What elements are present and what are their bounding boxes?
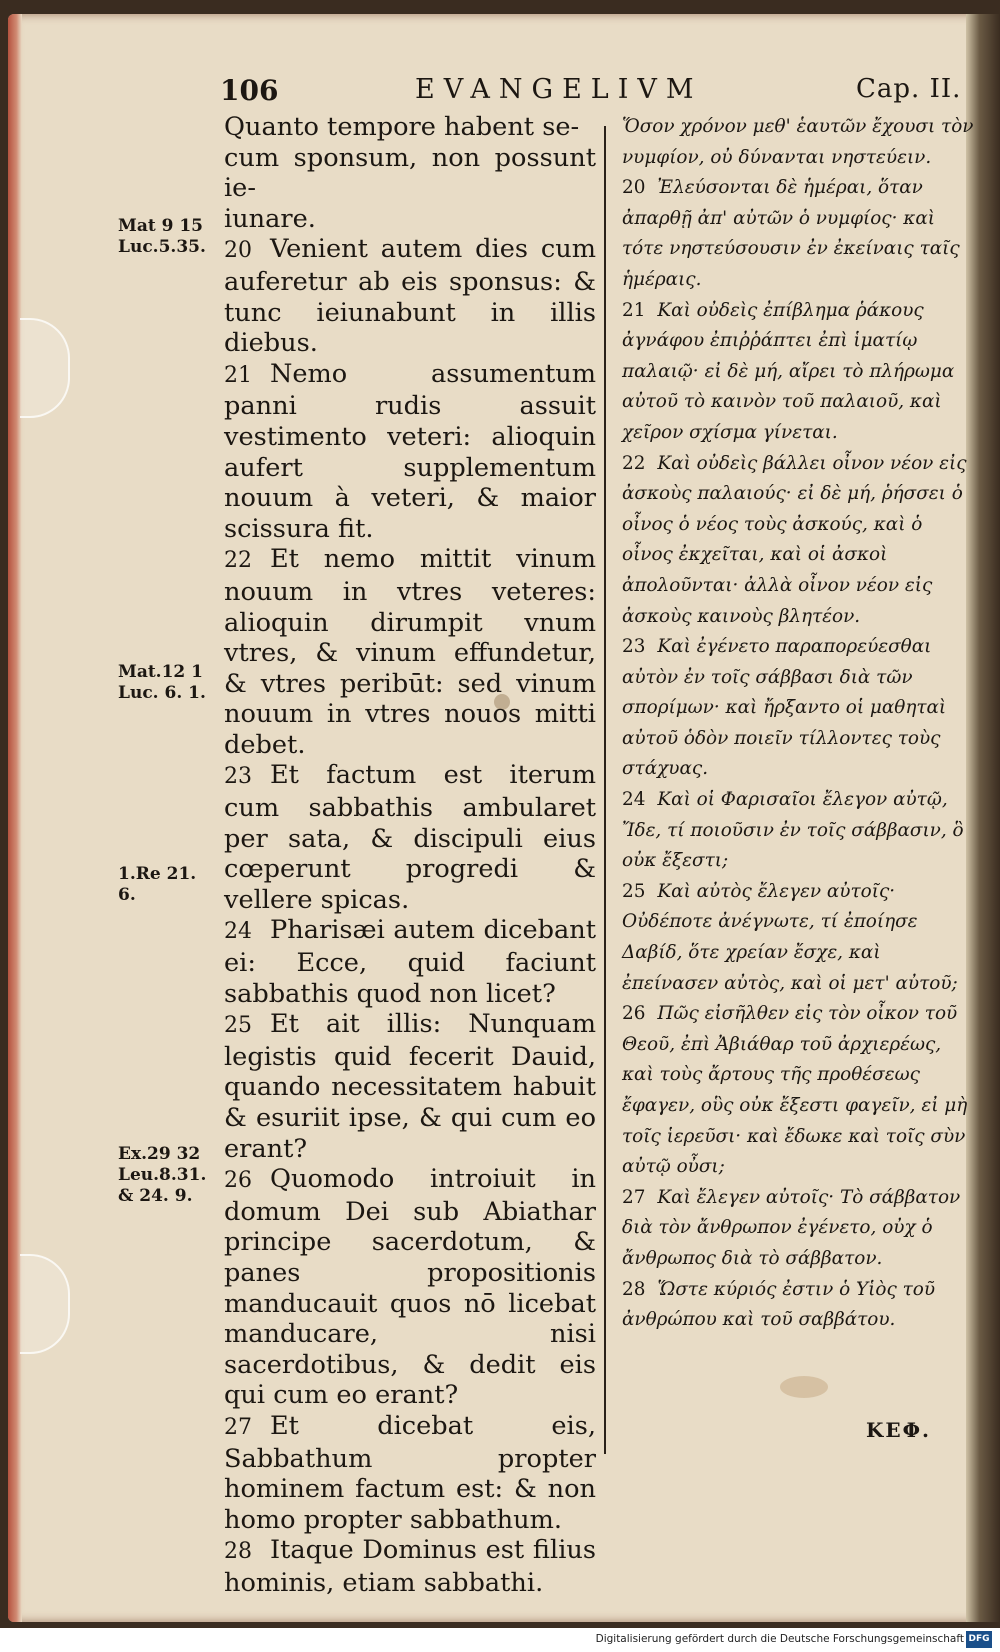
latin-line: cum sponsum, non possunt ie- bbox=[224, 142, 596, 204]
margin-reference: 1.Re 21. 6. bbox=[118, 864, 197, 905]
verse-number: 23 bbox=[224, 764, 252, 790]
verse-number: 27 bbox=[224, 1414, 252, 1440]
latin-verse: 20 Venient autem dies cum auferetur ab eis sponsus: & tunc ieiunabunt in illis diebus. bbox=[224, 234, 596, 359]
greek-column bbox=[622, 112, 976, 1336]
latin-verse: 23 Et factum est iterum cum sabbathis ambularet per sata, & discipuli eius cœperunt progredi & vellere spicas. bbox=[224, 760, 596, 915]
margin-reference: Mat 9 15 Luc.5.35. bbox=[118, 216, 206, 257]
latin-verse: 26 Quomodo introiuit in domum Dei sub Abiathar principe sacerdotum, & panes propositionis manducauit quos nō licebat manducare, nisi sacerdotibus, & dedit eis qui cum eo erant? bbox=[224, 1164, 596, 1411]
latin-verse: 27 Et dicebat eis, Sabbathum propter hominem factum est: & non homo propter sabbathum. bbox=[224, 1410, 596, 1535]
column-divider bbox=[604, 126, 606, 1454]
verse-number: 20 bbox=[622, 177, 646, 199]
greek-verse: 23 Καὶ ἐγένετο παραπορεύεσθαι αὐτὸν ἐν τοῖς σάββασι διὰ τῶν σπορίμων· καὶ ἤρξαντο οἱ μαθηταὶ αὐτοῦ ὁδὸν ποιεῖν τίλλοντες τοὺς στάχυας. bbox=[622, 636, 947, 780]
page-red-edge bbox=[8, 14, 22, 1622]
catchword: ΚΕΦ. bbox=[866, 1418, 932, 1442]
verse-number: 20 bbox=[224, 238, 252, 264]
digitization-credit[interactable]: Digitalisierung gefördert durch die Deutsche Forschungsgemeinschaft bbox=[595, 1633, 964, 1645]
chapter-heading: Cap. II. bbox=[856, 74, 962, 104]
verse-number: 21 bbox=[622, 299, 646, 321]
verse-number: 22 bbox=[622, 452, 646, 474]
verse-number: 27 bbox=[622, 1186, 646, 1208]
latin-column bbox=[224, 112, 596, 1599]
margin-reference: Ex.29 32 Leu.8.31. & 24. 9. bbox=[118, 1144, 207, 1206]
latin-verse: 21 Nemo assumentum panni rudis assuit vestimento veteri: alioquin aufert supplementum nouum à veteri, & maior scissura fit. bbox=[224, 358, 596, 544]
verse-number: 24 bbox=[622, 789, 646, 811]
page-number: 106 bbox=[220, 74, 279, 107]
verse-number: 22 bbox=[224, 548, 252, 574]
verse-number: 23 bbox=[622, 636, 646, 658]
latin-line: iunare. bbox=[224, 203, 316, 234]
latin-verse: 28 Itaque Dominus est filius hominis, etiam sabbathi. bbox=[224, 1535, 596, 1598]
latin-verse: 24 Pharisæi autem dicebant ei: Ecce, quid faciunt sabbathis quod non licet? bbox=[224, 915, 596, 1009]
latin-verse: 22 Et nemo mittit vinum nouum in vtres veteres: alioquin dirumpit vnum vtres, & vinum effundetur, & vtres peribūt: sed vinum nouum in vtres nouos mitti debet. bbox=[224, 544, 596, 760]
greek-verse: 26 Πῶς εἰσῆλθεν εἰς τὸν οἶκον τοῦ Θεοῦ, ἐπὶ Ἀβιάθαρ τοῦ ἀρχιερέως, καὶ τοὺς ἄρτους τῆς προθέσεως ἔφαγεν, οὓς οὐκ ἔξεστι φαγεῖν, εἰ μὴ τοῖς ἱερεῦσι· καὶ ἔδωκε καὶ τοῖς σὺν αὐτῷ οὖσι; bbox=[622, 1003, 968, 1178]
verse-number: 24 bbox=[224, 919, 252, 945]
running-title: EVANGELIVM bbox=[415, 74, 703, 105]
latin-verse: 25 Et ait illis: Nunquam legistis quid fecerit Dauid, quando necessitatem habuit & esuriit ipse, & qui cum eo erant? bbox=[224, 1009, 596, 1164]
verse-number: 21 bbox=[224, 362, 252, 388]
verse-number: 25 bbox=[622, 880, 646, 902]
greek-lead: Ὅσον χρόνον μεθ' ἑαυτῶν ἔχουσι τὸν νυμφίον, οὐ δύνανται νηστεύειν. bbox=[622, 116, 974, 168]
verse-number: 26 bbox=[224, 1168, 252, 1194]
verse-number: 26 bbox=[622, 1003, 646, 1025]
verse-number: 25 bbox=[224, 1013, 252, 1039]
margin-reference: Mat.12 1 Luc. 6. 1. bbox=[118, 662, 206, 703]
greek-verse: 25 Καὶ αὐτὸς ἔλεγεν αὐτοῖς· Οὐδέποτε ἀνέγνωτε, τί ἐποίησε Δαβίδ, ὅτε χρείαν ἔσχε, καὶ ἐπείνασεν αὐτὸς, καὶ οἱ μετ' αὐτοῦ; bbox=[622, 880, 958, 994]
greek-verse: 20 Ἐλεύσονται δὲ ἡμέραι, ὅταν ἀπαρθῇ ἀπ' αὐτῶν ὁ νυμφίος· καὶ τότε νηστεύσουσιν ἐν ἐκείναις ταῖς ἡμέραις. bbox=[622, 177, 960, 290]
verse-number: 28 bbox=[622, 1278, 646, 1300]
greek-verse: 28 Ὥστε κύριός ἐστιν ὁ Υἱὸς τοῦ ἀνθρώπου καὶ τοῦ σαββάτου. bbox=[622, 1278, 936, 1331]
verse-number: 28 bbox=[224, 1539, 252, 1565]
greek-verse: 27 Καὶ ἔλεγεν αὐτοῖς· Τὸ σάββατον διὰ τὸν ἄνθρωπον ἐγένετο, οὐχ ὁ ἄνθρωπος διὰ τὸ σάββατον. bbox=[622, 1186, 961, 1269]
stain bbox=[780, 1376, 828, 1398]
greek-verse: 24 Καὶ οἱ Φαρισαῖοι ἔλεγον αὐτῷ, Ἴδε, τί ποιοῦσιν ἐν τοῖς σάββασιν, ὃ οὐκ ἔξεστι; bbox=[622, 789, 964, 872]
dfg-logo-icon[interactable]: DFG bbox=[966, 1631, 992, 1648]
latin-line: Quanto tempore habent se- bbox=[224, 112, 580, 142]
greek-verse: 21 Καὶ οὐδεὶς ἐπίβλημα ῥάκους ἀγνάφου ἐπιῤῥάπτει ἐπὶ ἱματίῳ παλαιῷ· εἰ δὲ μή, αἴρει τὸ πλήρωμα αὐτοῦ τὸ καινὸν τοῦ παλαιοῦ, καὶ χεῖρον σχίσμα γίνεται. bbox=[622, 299, 955, 443]
greek-verse: 22 Καὶ οὐδεὶς βάλλει οἶνον νέον εἰς ἀσκοὺς παλαιούς· εἰ δὲ μή, ῥήσσει ὁ οἶνος ὁ νέος τοὺς ἀσκούς, καὶ ὁ οἶνος ἐκχεῖται, καὶ οἱ ἀσκοὶ ἀπολοῦνται· ἀλλὰ οἶνον νέον εἰς ἀσκοὺς καινοὺς βλητέον. bbox=[622, 452, 967, 627]
